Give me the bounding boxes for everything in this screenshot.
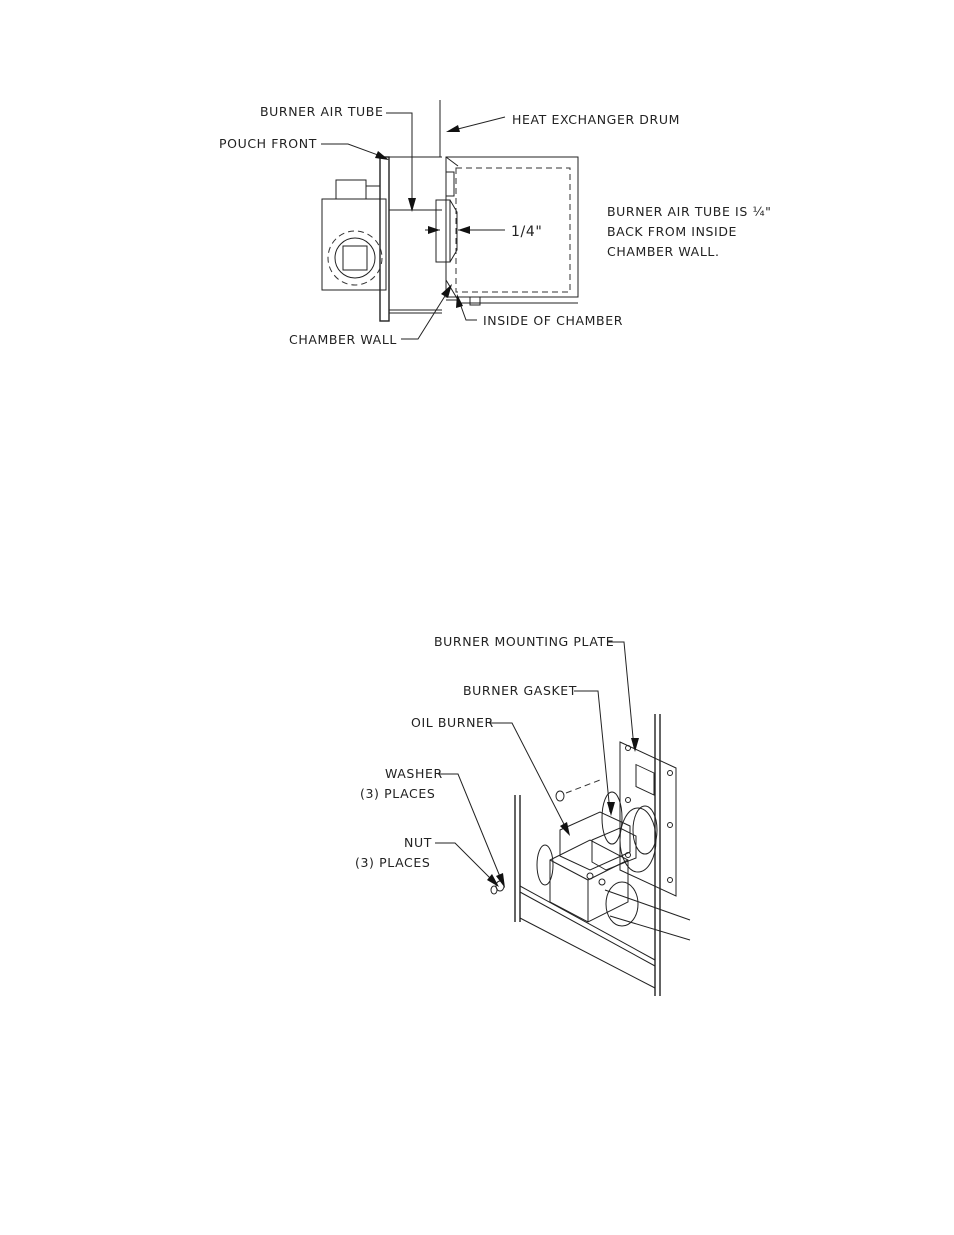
label-burner-air-tube: BURNER AIR TUBE <box>260 104 384 119</box>
note-line-1: BURNER AIR TUBE IS ¼" <box>607 204 772 219</box>
assembly-leader-lines <box>435 642 639 888</box>
label-inside-of-chamber: INSIDE OF CHAMBER <box>483 313 623 328</box>
label-washer-qty: (3) PLACES <box>360 786 436 801</box>
note-line-3: CHAMBER WALL. <box>607 244 720 259</box>
note-line-2: BACK FROM INSIDE <box>607 224 738 239</box>
label-washer: WASHER <box>385 766 443 781</box>
oil-burner <box>537 808 690 940</box>
air-tube-cross-section-diagram <box>219 100 772 347</box>
label-dimension: 1/4" <box>511 224 543 240</box>
oil-burner-assembly-diagram <box>355 634 690 996</box>
label-burner-gasket: BURNER GASKET <box>463 683 578 698</box>
label-nut-qty: (3) PLACES <box>355 855 431 870</box>
washer-and-nut <box>491 780 600 894</box>
burner-body <box>322 180 386 290</box>
label-pouch-front: POUCH FRONT <box>219 136 317 151</box>
label-nut: NUT <box>404 835 432 850</box>
pouch-front-plate <box>380 157 389 321</box>
label-oil-burner: OIL BURNER <box>411 715 494 730</box>
label-heat-exchanger-drum: HEAT EXCHANGER DRUM <box>512 112 680 127</box>
furnace-frame <box>515 714 660 996</box>
label-chamber-wall: CHAMBER WALL <box>289 332 397 347</box>
dimension-marker <box>425 226 505 234</box>
label-burner-mounting-plate: BURNER MOUNTING PLATE <box>434 634 615 649</box>
